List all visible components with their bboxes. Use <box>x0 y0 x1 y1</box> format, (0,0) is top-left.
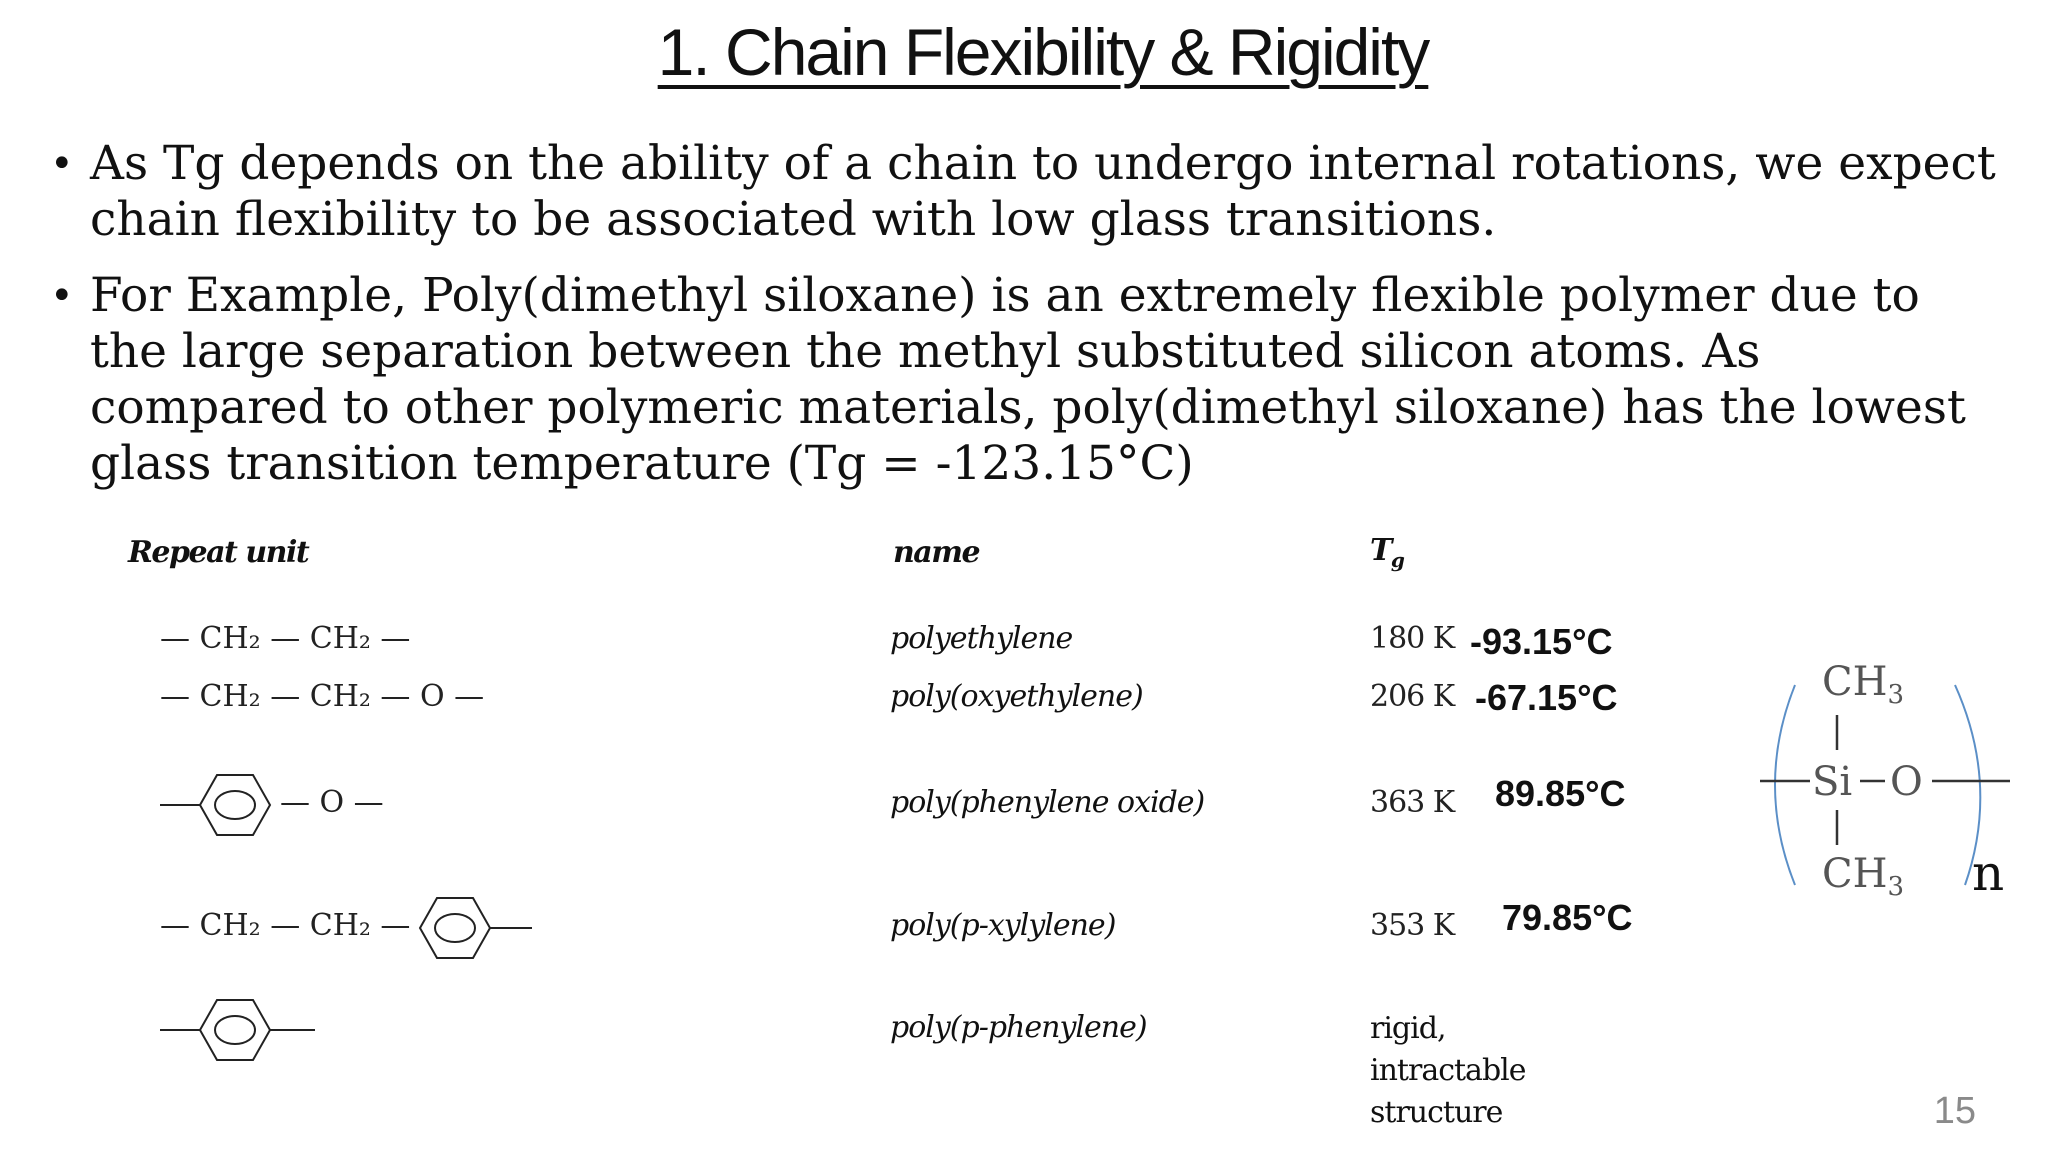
row-tg-celsius: 89.85°C <box>1495 773 1626 814</box>
row-tg-celsius: -67.15°C <box>1475 677 1618 718</box>
row-formula: — CH₂ — CH₂ — O — <box>160 679 485 714</box>
slide-title: 1. Chain Flexibility & Rigidity <box>657 15 1429 89</box>
page-number: 15 <box>1933 1090 1976 1132</box>
row-name: poly(phenylene oxide) <box>890 785 1205 820</box>
row-formula: — CH₂ — CH₂ — <box>160 908 411 943</box>
svg-text:Si: Si <box>1812 759 1853 805</box>
svg-text:CH3: $CH_3$ <box>1822 851 1905 902</box>
row-formula: — O — <box>280 785 384 820</box>
header-name: name <box>893 535 980 570</box>
row-name: polyethylene <box>890 621 1073 656</box>
row-tg-kelvin: 180 K <box>1370 621 1455 656</box>
row-tg-note: rigid, intractable structure <box>1370 1011 1526 1130</box>
header-repeat-unit: Repeat unit <box>128 535 309 570</box>
bullet-list <box>50 136 2010 512</box>
svg-text:O: O <box>1890 759 1923 805</box>
row-name: poly(oxyethylene) <box>890 679 1143 714</box>
row-tg-kelvin: 353 K <box>1370 908 1455 943</box>
row-name: poly(p-xylylene) <box>890 908 1116 943</box>
siloxane-structure <box>1760 650 2020 920</box>
benzene-ring-icon <box>380 888 540 968</box>
row-formula: — CH₂ — CH₂ — <box>160 621 411 656</box>
row-name: poly(p-phenylene) <box>890 1010 1147 1045</box>
header-tg: $T_g$ <box>1370 533 1404 572</box>
bullet-item: • For Example, Poly(dimethyl siloxane) is an extremely flexible polymer due to the large separation between the methyl substituted silicon atoms. As compared to other polymeric materials, poly(dimethyl siloxane) has the lowest glass transition temperature (Tg = -123.15°C) <box>50 268 2010 492</box>
benzene-ring-icon <box>160 990 320 1070</box>
svg-text:CH3: $CH_3$ <box>1822 659 1905 710</box>
bullet-item: • As Tg depends on the ability of a chain to undergo internal rotations, we expect chain flexibility to be associated with low glass transitions. <box>50 136 2010 248</box>
row-tg-kelvin: 363 K <box>1370 785 1455 820</box>
benzene-ring-icon <box>160 765 280 845</box>
row-tg-kelvin: 206 K <box>1370 679 1455 714</box>
svg-text:n: n <box>1972 844 2005 902</box>
row-tg-celsius: 79.85°C <box>1502 897 1633 938</box>
row-tg-celsius: -93.15°C <box>1470 621 1613 662</box>
